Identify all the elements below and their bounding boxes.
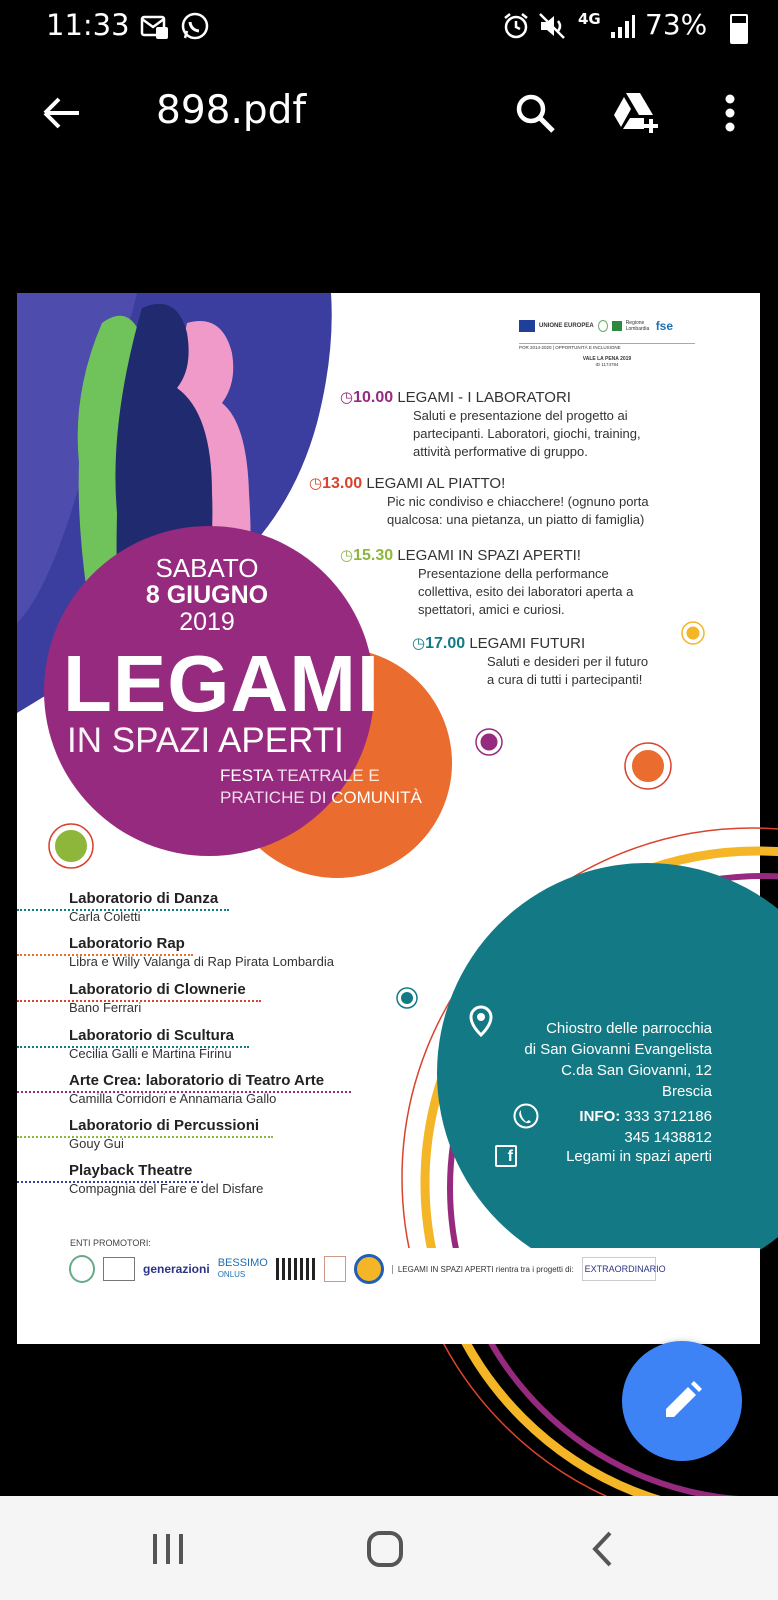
lab-leader: Libra e Willy Valanga di Rap Pirata Lombardia xyxy=(69,954,334,969)
lab-item xyxy=(69,890,218,924)
bessimo-logo xyxy=(218,1258,268,1280)
subtitle-aperti: APERTI xyxy=(218,721,344,760)
region-label: Regione Lombardia xyxy=(625,320,650,332)
por-line: POR 2014-2020 | OPPORTUNITÀ E INCLUSIONE xyxy=(519,343,695,350)
lombardia-logo-icon xyxy=(612,321,622,331)
lab-title: Laboratorio di Danza xyxy=(69,890,219,907)
schedule-time: 17.00 xyxy=(425,635,466,652)
schedule-line: partecipanti. Laboratori, giochi, training, xyxy=(413,426,641,441)
lab-item xyxy=(69,935,334,969)
bessimo-sub: ONLUS xyxy=(217,1270,246,1279)
lab-item xyxy=(69,1027,234,1061)
poster-title: LEGAMI xyxy=(63,639,381,728)
fse-label: fse xyxy=(655,319,674,333)
bessimo-name: BESSIMO xyxy=(217,1257,268,1269)
lab-leader: Gouy Gui xyxy=(69,1136,124,1151)
clock-icon: ◷ xyxy=(340,389,354,406)
facebook-page: Legami in spazi aperti xyxy=(566,1148,712,1165)
more-options-icon[interactable] xyxy=(710,88,750,138)
top-app-bar xyxy=(0,70,778,156)
battery-percent: 73% xyxy=(645,8,708,41)
schedule-line: Saluti e presentazione del progetto ai xyxy=(413,408,628,423)
lab-item xyxy=(69,1117,259,1151)
enti-label: ENTI PROMOTORI: xyxy=(70,1238,151,1248)
drive-add-icon[interactable] xyxy=(608,86,664,140)
lab-leader: Carla Coletti xyxy=(69,909,141,924)
lab-leader: Compagnia del Fare e del Disfare xyxy=(69,1181,264,1196)
network-type: 4G xyxy=(578,10,601,28)
lab-title: Laboratorio Rap xyxy=(69,935,185,952)
location-line: C.da San Giovanni, 12 xyxy=(561,1062,712,1079)
schedule-time: 10.00 xyxy=(353,389,394,406)
poster-subtitle xyxy=(67,721,344,761)
schedule-line: spettatori, amici e curiosi. xyxy=(418,602,565,617)
lab-title: Laboratorio di Scultura xyxy=(69,1027,235,1044)
eu-flag-icon xyxy=(519,320,535,332)
clock-icon: ◷ xyxy=(340,547,354,564)
id-label: ID 1174784 xyxy=(595,362,619,367)
footer-note: LEGAMI IN SPAZI APERTI rientra tra i progetti di: xyxy=(392,1265,574,1274)
lab-leader: Cecilia Galli e Martina Firinu xyxy=(69,1046,232,1061)
generazioni-logo: generazioni xyxy=(143,1262,210,1276)
sponsor-logos xyxy=(69,1253,666,1285)
clock-icon: ◷ xyxy=(309,475,323,492)
lab-title: Laboratorio di Clownerie xyxy=(69,981,246,998)
event-date-day: 8 GIUGNO xyxy=(145,581,269,609)
back-icon[interactable] xyxy=(590,1530,614,1572)
lab-title: Arte Crea: laboratorio di Teatro Arte xyxy=(69,1072,325,1089)
phone-number: 333 3712186 xyxy=(624,1108,712,1125)
schedule-line: collettiva, esito dei laboratori aperta a xyxy=(418,584,634,599)
event-year: 2019 xyxy=(179,608,235,636)
schedule-title: LEGAMI IN SPAZI APERTI! xyxy=(397,547,581,564)
message-icon xyxy=(140,13,170,45)
subtitle-in-spazi: IN SPAZI xyxy=(67,721,219,760)
mute-icon xyxy=(538,12,568,44)
tagline-pratiche: PRATICHE DI xyxy=(220,788,332,807)
schedule-line: attività performative di gruppo. xyxy=(413,444,588,459)
schedule-time: 13.00 xyxy=(322,475,363,492)
location-line: Brescia xyxy=(661,1083,712,1100)
status-time: 11:33 xyxy=(46,8,130,42)
home-icon[interactable] xyxy=(366,1530,404,1572)
emblem-logo-icon xyxy=(324,1256,346,1282)
parish-logo-icon xyxy=(354,1254,384,1284)
schedule-line: Pic nic condiviso e chiacchere! (ognuno porta xyxy=(387,494,649,509)
schedule-title: LEGAMI AL PIATTO! xyxy=(366,475,506,492)
tagline-festa: FESTA xyxy=(220,766,273,785)
lab-item xyxy=(69,1162,263,1196)
lab-title: Playback Theatre xyxy=(69,1162,193,1179)
clock-icon: ◷ xyxy=(412,635,426,652)
lab-item xyxy=(69,1072,324,1106)
tagline-teatrale: TEATRALE E xyxy=(272,766,380,785)
phone-number: 345 1438812 xyxy=(624,1129,712,1146)
recent-apps-icon[interactable] xyxy=(150,1532,186,1570)
briganti-logo-icon xyxy=(103,1257,135,1281)
schedule-item xyxy=(340,547,633,619)
whatsapp-icon xyxy=(180,11,210,45)
location-line: Chiostro delle parrocchia xyxy=(546,1020,712,1037)
schedule-item xyxy=(309,475,649,529)
search-icon[interactable] xyxy=(508,86,562,140)
edit-button[interactable] xyxy=(622,1341,742,1461)
document-title: 898.pdf xyxy=(156,88,307,133)
poster-tagline xyxy=(220,765,422,809)
schedule-item xyxy=(412,635,648,689)
schedule-line: Saluti e desideri per il futuro xyxy=(487,654,649,669)
battery-icon xyxy=(730,14,748,44)
system-nav-bar xyxy=(0,1496,778,1600)
back-arrow-icon[interactable] xyxy=(36,88,86,138)
alarm-icon xyxy=(502,12,530,44)
eu-logos-box xyxy=(519,317,695,371)
pdf-page[interactable] xyxy=(17,293,760,1344)
pencil-icon xyxy=(660,1379,704,1423)
status-bar xyxy=(0,0,778,56)
schedule-time: 15.30 xyxy=(353,547,394,564)
theatre-logo-icon xyxy=(276,1258,316,1280)
signal-icon xyxy=(610,14,636,44)
schedule-title: LEGAMI FUTURI xyxy=(469,635,586,652)
extraordinario-logo: EXTRAORDINARIO xyxy=(582,1257,656,1281)
schedule-item xyxy=(340,389,641,461)
schedule-line: Presentazione della performance xyxy=(418,566,609,581)
vale-label: VALE LA PENA 2019 xyxy=(582,356,632,362)
event-day: SABATO xyxy=(155,553,259,583)
lab-leader: Bano Ferrari xyxy=(69,1000,142,1015)
contact-info xyxy=(512,1106,712,1148)
schedule-title: LEGAMI - I LABORATORI xyxy=(397,389,571,406)
eu-union-label: UNIONE EUROPEA xyxy=(539,323,594,329)
lab-item xyxy=(69,981,246,1015)
location-address xyxy=(482,1018,712,1102)
italy-emblem-icon xyxy=(69,1255,95,1283)
lab-leader: Camilla Corridori e Annamaria Gallo xyxy=(69,1091,277,1106)
location-line: di San Giovanni Evangelista xyxy=(524,1041,712,1058)
lab-title: Laboratorio di Percussioni xyxy=(69,1117,260,1134)
event-date xyxy=(122,555,292,636)
info-label: INFO: xyxy=(579,1108,621,1125)
schedule-line: a cura di tutti i partecipanti! xyxy=(487,672,643,687)
italy-emblem-icon xyxy=(598,320,608,332)
tagline-comunita: COMUNITÀ xyxy=(331,788,422,807)
facebook-icon: f xyxy=(495,1145,517,1167)
schedule-line: qualcosa: una pietanza, un piatto di famiglia) xyxy=(387,512,645,527)
